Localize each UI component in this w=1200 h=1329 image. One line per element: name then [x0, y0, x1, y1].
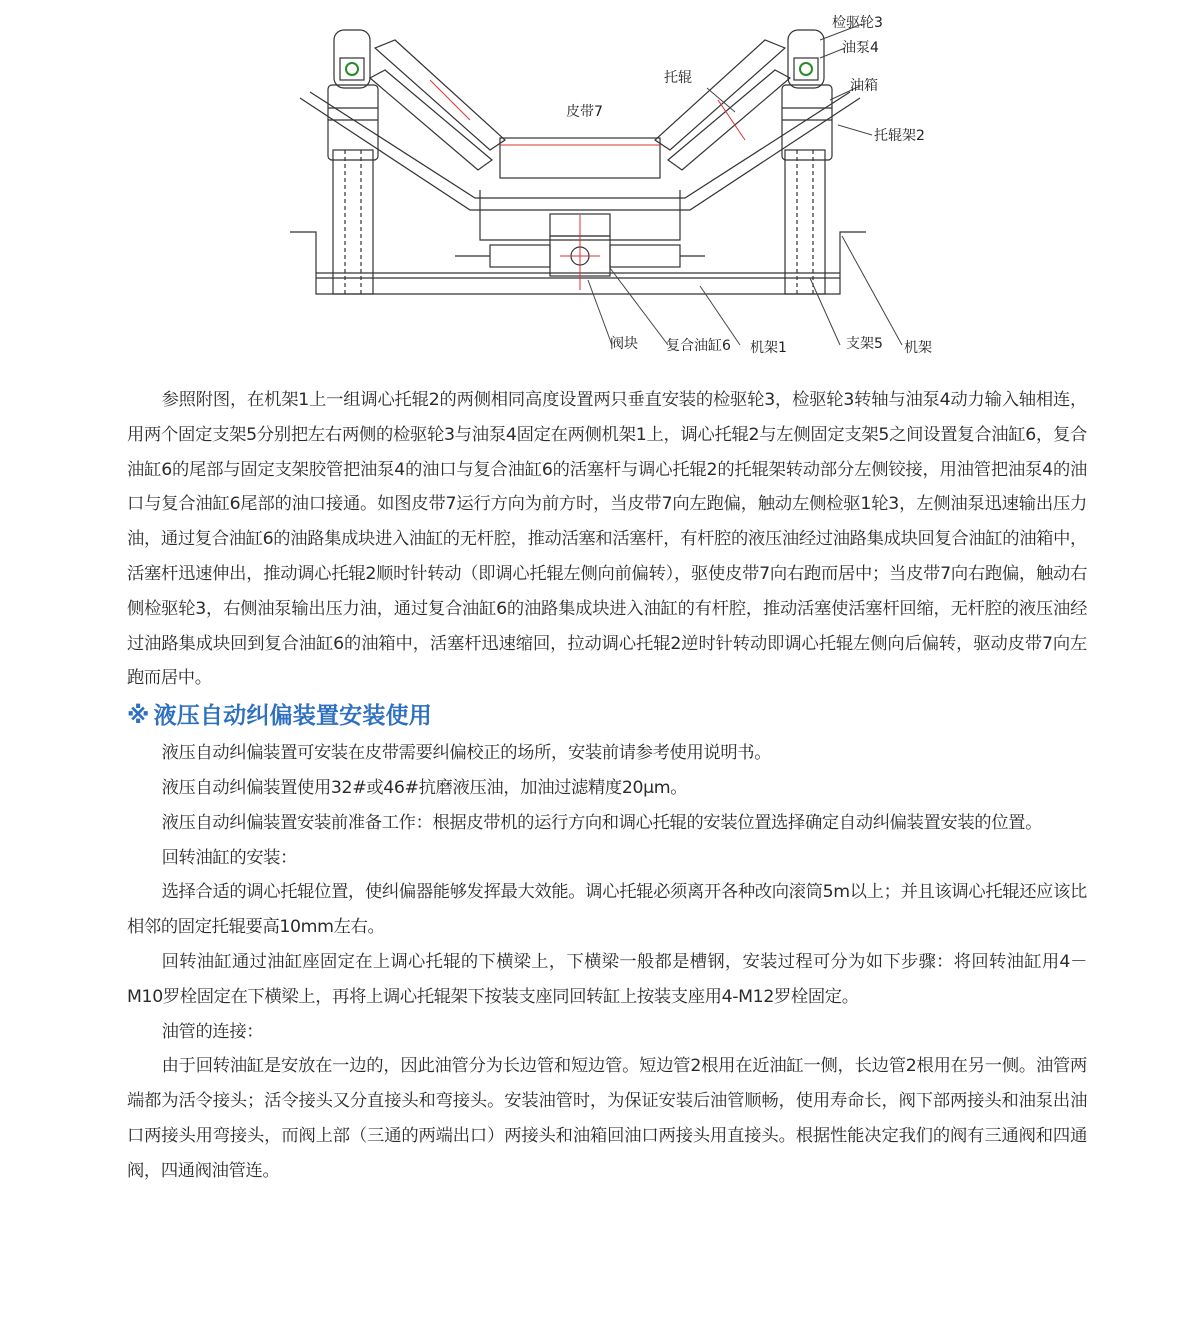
article-body: [127, 383, 1087, 1189]
right-idler-roller: [655, 40, 785, 150]
label-frame1: 机架1: [750, 340, 787, 356]
label-valve-block: 阀块: [610, 336, 638, 352]
paragraph-pipe-connection: 由于回转油缸是安放在一边的，因此油管分为长边管和短边管。短边管2根用在近油缸一侧，长边管2根用在另一侧。油管两端都为活令接头；活令接头又分直接头和弯接头。安装油管时，为保证安装后油管顺畅，使用寿命长，阀下部两接头和油泵出油口两接头用弯接头，而阀上部（三通的两端出口）两接头和油箱回油口两接头用直接头。根据性能决定我们的阀有三通阀和四通阀，四通阀油管连。: [127, 1056, 1087, 1181]
label-roller: 托辊: [664, 70, 692, 86]
label-drive-wheel: 检驱轮3: [832, 15, 883, 31]
label-oil-pump: 油泵4: [842, 40, 879, 56]
label-compound-cylinder: 复合油缸6: [666, 338, 731, 354]
label-belt: 皮带7: [566, 104, 603, 120]
left-pump-body: [328, 85, 378, 160]
section-heading: [127, 696, 1087, 736]
subheading-pipe-connection: 油管的连接：: [161, 1021, 264, 1042]
diagram-svg: [0, 0, 1200, 372]
heading-mark: ※: [127, 703, 150, 730]
paragraph-roller-selection: 选择合适的调心托辊位置，使纠偏器能够发挥最大效能。调心托辊必须离开各种改向滚筒5m以上；并且该调心托辊还应该比相邻的固定托辊要高10mm左右。: [127, 882, 1087, 938]
cylinder-left: [490, 245, 550, 267]
paragraph-oil-spec: 液压自动纠偏装置使用32#或46#抗磨液压油，加油过滤精度20μm。: [161, 777, 688, 798]
paragraph-preparation: 液压自动纠偏装置安装前准备工作：根据皮带机的运行方向和调心托辊的安装位置选择确定自动纠偏装置安装的位置。: [161, 812, 1043, 833]
heading-text: 液压自动纠偏装置安装使用: [153, 703, 432, 730]
label-roller-frame: 托辊架2: [874, 128, 925, 144]
paragraph-principle: 参照附图，在机架1上一组调心托辊2的两侧相同高度设置两只垂直安装的检驱轮3，检驱轮3转轴与油泵4动力输入轴相连，用两个固定支架5分别把左右两侧的检驱轮3与油泵4固定在两侧机架1上，调心托辊2与左侧固定支架5之间设置复合油缸6，复合油缸6的尾部与固定支架胶管把油泵4的油口与复合油缸6的活塞杆与调心托辊2的托辊架转动部分左侧铰接，用油管把油泵4的油口与复合油缸6尾部的油口接通。如图皮带7运行方向为前方时，当皮带7向左跑偏，触动左侧检驱1轮3，左侧油泵迅速输出压力油，通过复合油缸6的油路集成块进入油缸的无杆腔，推动活塞和活塞杆，有杆腔的液压油经过油路集成块回复合油缸的油箱中，活塞杆迅速伸出，推动调心托辊2顺时针转动（即调心托辊左侧向前偏转），驱使皮带7向右跑而居中；当皮带7向右跑偏，触动右侧检驱轮3，右侧油泵输出压力油，通过复合油缸6的油路集成块进入油缸的有杆腔，推动活塞使活塞杆回缩，无杆腔的液压油经过油路集成块回到复合油缸6的油箱中，活塞杆迅速缩回，拉动调心托辊2逆时针转动即调心托辊左侧向后偏转，驱动皮带7向左跑而居中。: [127, 390, 1087, 689]
center-idler-roller: [500, 138, 660, 178]
left-idler-roller: [375, 40, 505, 150]
cylinder-right: [610, 245, 680, 267]
left-check-wheel: [334, 30, 370, 88]
label-bracket: 支架5: [846, 336, 883, 352]
paragraph-install-location: 液压自动纠偏装置可安装在皮带需要纠偏校正的场所，安装前请参考使用说明书。: [161, 743, 772, 764]
base-frame: [290, 232, 866, 294]
right-pump-body: [782, 85, 832, 160]
technical-diagram: [0, 0, 1200, 372]
paragraph-cylinder-mounting: 回转油缸通过油缸座固定在上调心托辊的下横梁上，下横梁一般都是槽钢，安装过程可分为如下步骤：将回转油缸用4－M10罗栓固定在下横梁上，再将上调心托辊架下按装支座同回转缸上按装支座用4-M12罗栓固定。: [127, 951, 1087, 1007]
label-frame: 机架: [904, 340, 932, 356]
label-oil-tank: 油箱: [850, 78, 878, 94]
subheading-cylinder-install: 回转油缸的安装：: [161, 847, 298, 868]
